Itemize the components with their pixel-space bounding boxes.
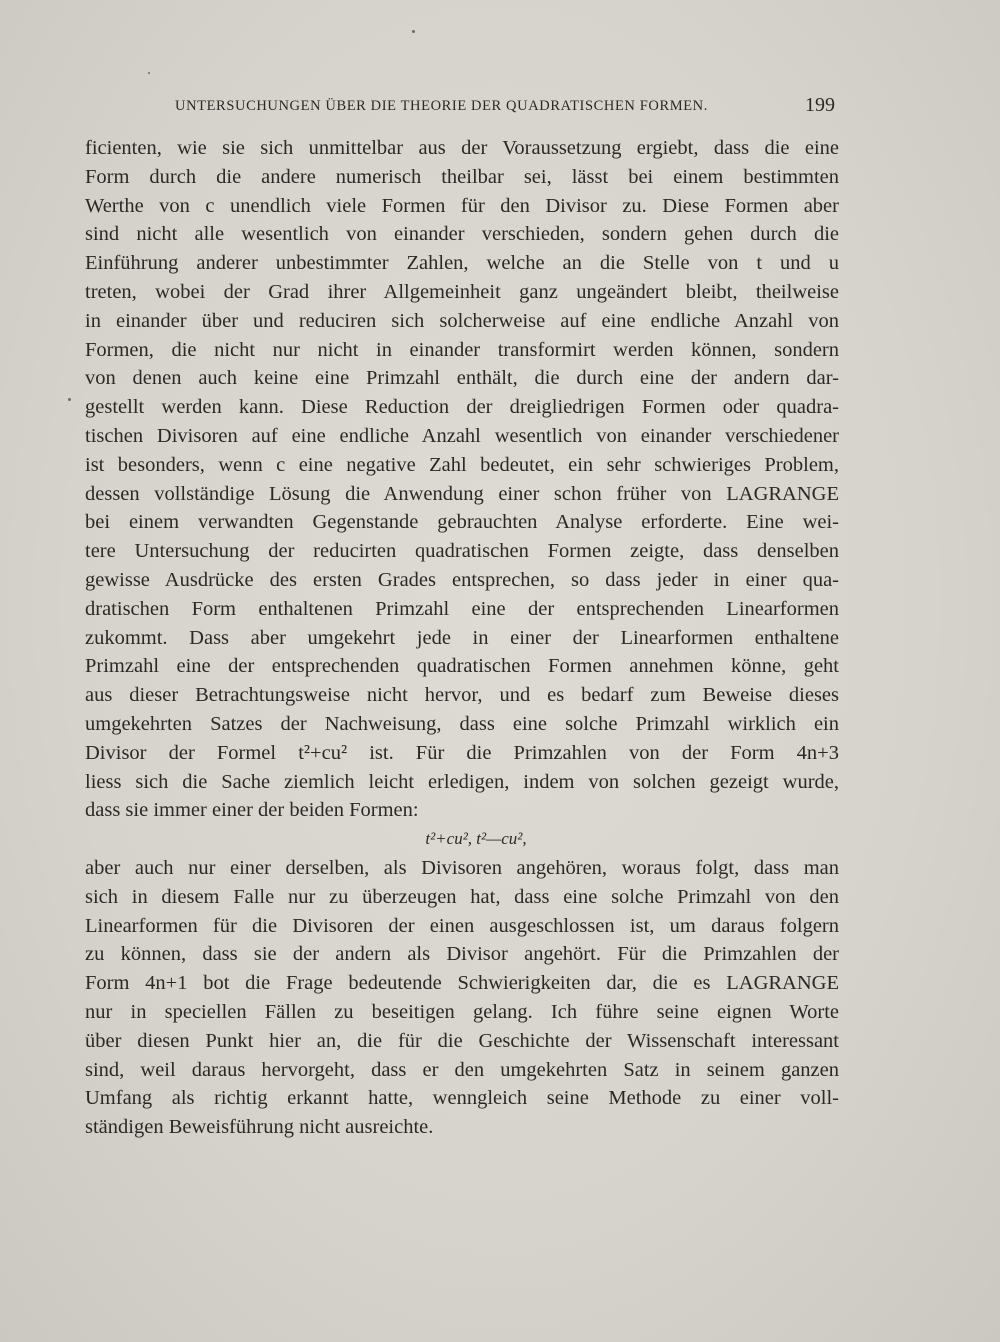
paper-speck xyxy=(412,30,415,33)
text-line: Form 4n+1 bot die Frage bedeutende Schwierigkeiten dar, die es LAGRANGE xyxy=(85,972,839,995)
text-line: tere Untersuchung der reducirten quadratischen Formen zeigte, dass denselben xyxy=(85,540,839,563)
text-line: dass sie immer einer der beiden Formen: xyxy=(85,799,419,822)
page-number: 199 xyxy=(805,94,835,116)
text-line: ficienten, wie sie sich unmittelbar aus der Voraussetzung ergiebt, dass die eine xyxy=(85,137,839,159)
paper-speck xyxy=(148,72,150,74)
text-line: treten, wobei der Grad ihrer Allgemeinheit ganz ungeändert bleibt, theilweise xyxy=(85,280,839,303)
text-line: ist besonders, wenn c eine negative Zahl bedeutet, ein sehr schwieriges Problem, xyxy=(85,453,839,476)
text-line: Divisor der Formel t²+cu² ist. Für die Primzahlen von der Form 4n+3 xyxy=(85,741,839,764)
text-line: dratischen Form enthaltenen Primzahl eine der entsprechenden Linearformen xyxy=(85,597,839,620)
text-line: gestellt werden kann. Diese Reduction der dreigliedrigen Formen oder quadra- xyxy=(85,396,839,419)
running-title: UNTERSUCHUNGEN ÜBER DIE THEORIE DER QUADRATISCHEN FORMEN. xyxy=(175,98,708,114)
text-line: tischen Divisoren auf eine endliche Anzahl wesentlich von einander verschiedener xyxy=(85,424,839,447)
text-line: dessen vollständige Lösung die Anwendung einer schon früher von LAGRANGE xyxy=(85,482,839,505)
text-line: über diesen Punkt hier an, die für die Geschichte der Wissenschaft interessant xyxy=(85,1029,839,1052)
text-line: von denen auch keine eine Primzahl enthält, die durch eine der andern dar- xyxy=(85,367,839,390)
text-line: Primzahl eine der entsprechenden quadratischen Formen annehmen könne, geht xyxy=(85,655,839,678)
text-line: ständigen Beweisführung nicht ausreichte. xyxy=(85,1116,434,1139)
text-line: zukommt. Dass aber umgekehrt jede in einer der Linearformen enthaltene xyxy=(85,626,839,649)
text-line: aus dieser Betrachtungsweise nicht hervor, und es bedarf zum Beweise dieses xyxy=(85,684,839,707)
text-line: nur in speciellen Fällen zu beseitigen gelang. Ich führe seine eignen Worte xyxy=(85,1000,839,1023)
text-line: sind nicht alle wesentlich von einander verschieden, sondern gehen durch die xyxy=(85,223,839,246)
text-line: aber auch nur einer derselben, als Divisoren angehören, woraus folgt, dass man xyxy=(85,856,839,879)
text-line: in einander über und reduciren sich solcherweise auf eine endliche Anzahl von xyxy=(85,309,839,332)
text-line: liess sich die Sache ziemlich leicht erledigen, indem von solchen gezeigt wurde, xyxy=(85,770,839,793)
text-line: gewisse Ausdrücke des ersten Grades entsprechen, so dass jeder in einer qua- xyxy=(85,568,839,591)
text-line: Linearformen für die Divisoren der einen ausgeschlossen ist, um daraus folgern xyxy=(85,914,839,937)
text-line: Werthe von c unendlich viele Formen für den Divisor zu. Diese Formen aber xyxy=(85,194,839,217)
text-line: Umfang als richtig erkannt hatte, wenngleich seine Methode zu einer voll- xyxy=(85,1087,839,1110)
paper-speck xyxy=(68,398,71,401)
body-text xyxy=(85,134,839,1142)
text-line: umgekehrten Satzes der Nachweisung, dass eine solche Primzahl wirklich ein xyxy=(85,712,839,735)
text-line: Einführung anderer unbestimmter Zahlen, welche an die Stelle von t und u xyxy=(85,252,839,275)
running-head xyxy=(175,96,835,120)
text-line: sich in diesem Falle nur zu überzeugen hat, dass eine solche Primzahl von den xyxy=(85,885,839,908)
text-line: bei einem verwandten Gegenstande gebrauchten Analyse erforderte. Eine wei- xyxy=(85,511,839,534)
text-line: zu können, dass sie der andern als Divisor angehört. Für die Primzahlen der xyxy=(85,943,839,966)
text-line: sind, weil daraus hervorgeht, dass er den umgekehrten Satz in seinem ganzen xyxy=(85,1058,839,1081)
text-line: Formen, die nicht nur nicht in einander transformirt werden können, sondern xyxy=(85,338,839,361)
formula: t²+cu², t²—cu², xyxy=(425,829,527,849)
text-line: Form durch die andere numerisch theilbar sei, lässt bei einem bestimmten xyxy=(85,165,839,188)
